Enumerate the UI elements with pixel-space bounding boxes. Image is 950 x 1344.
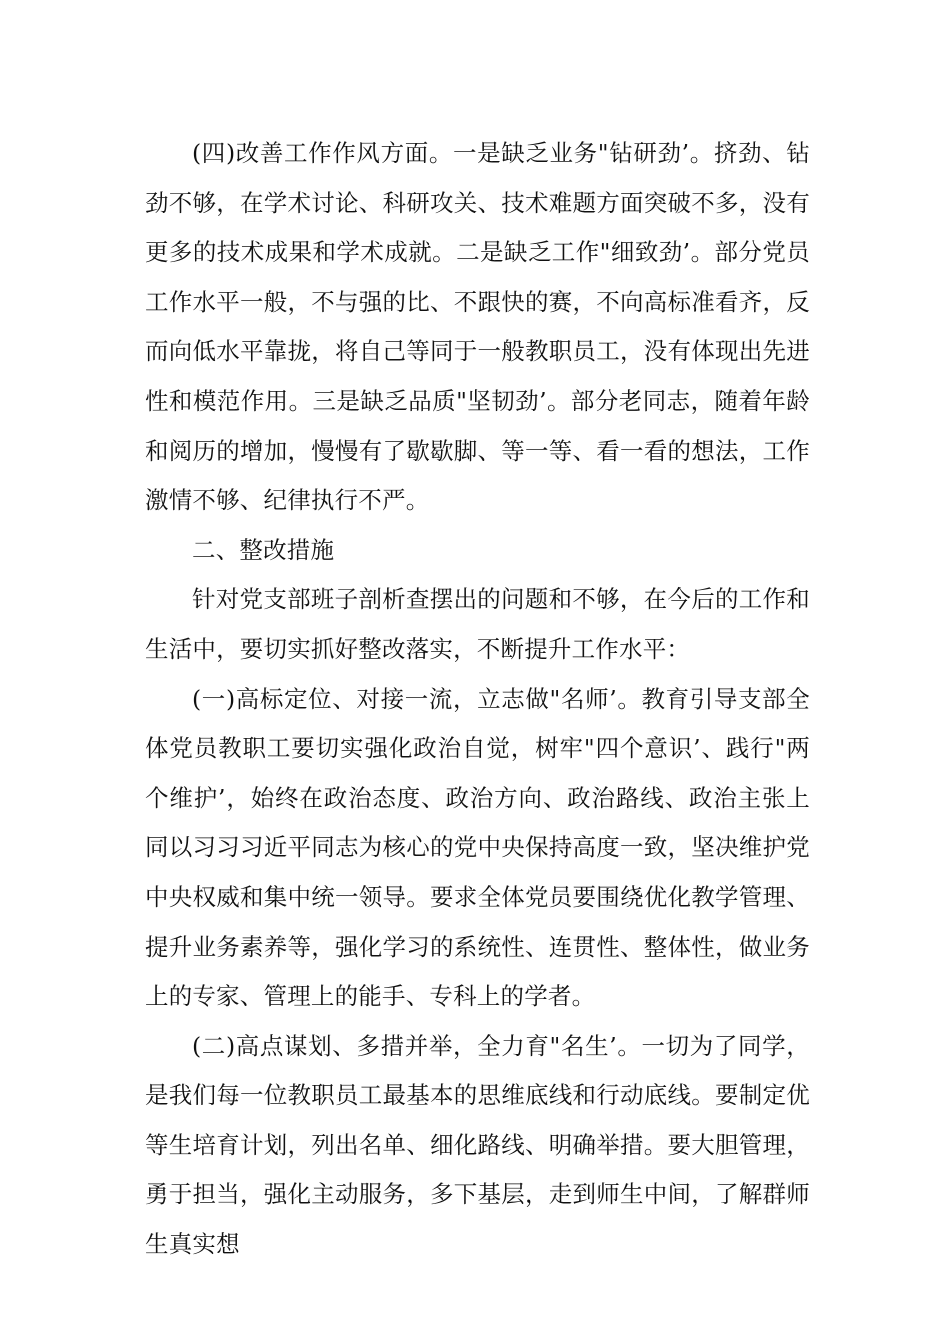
section-heading-rectification: 二、整改措施 xyxy=(192,535,335,564)
paragraph-famous-student: (二)高点谋划、多措并举，全力育"名生’。一切为了同学，是我们每一位教职员工最基本的思维底线和行动底线。要制定优等生培育计划，列出名单、细化路线、明确举措。要大胆管理，勇于担当，强化主动服务，多下基层，走到师生中间，了解群师生真实想 xyxy=(145,1031,810,1259)
paragraph-work-style: (四)改善工作作风方面。一是缺乏业务"钻研劲’。挤劲、钻劲不够，在学术讨论、科研攻关、技术难题方面突破不多，没有更多的技术成果和学术成就。二是缺乏工作"细致劲’。部分党员工作水平一般，不与强的比、不跟快的赛，不向高标准看齐，反而向低水平靠拢，将自己等同于一般教职员工，没有体现出先进性和模范作用。三是缺乏品质"坚韧劲’。部分老同志，随着年龄和阅历的增加，慢慢有了歇歇脚、等一等、看一看的想法，工作激情不够、纪律执行不严。 xyxy=(145,139,810,515)
document-body xyxy=(145,129,810,1270)
paragraph-intro: 针对党支部班子剖析查摆出的问题和不够，在今后的工作和生活中，要切实抓好整改落实，不断提升工作水平： xyxy=(145,585,810,663)
paragraph-famous-teacher: (一)高标定位、对接一流，立志做"名师’。教育引导支部全体党员教职工要切实强化政治自觉，树牢"四个意识’、践行"两个维护’，始终在政治态度、政治方向、政治路线、政治主张上同以习习习近平同志为核心的党中央保持高度一致，坚决维护党中央权威和集中统一领导。要求全体党员要围绕优化教学管理、提升业务素养等，强化学习的系统性、连贯性、整体性，做业务上的专家、管理上的能手、专科上的学者。 xyxy=(145,684,810,1011)
